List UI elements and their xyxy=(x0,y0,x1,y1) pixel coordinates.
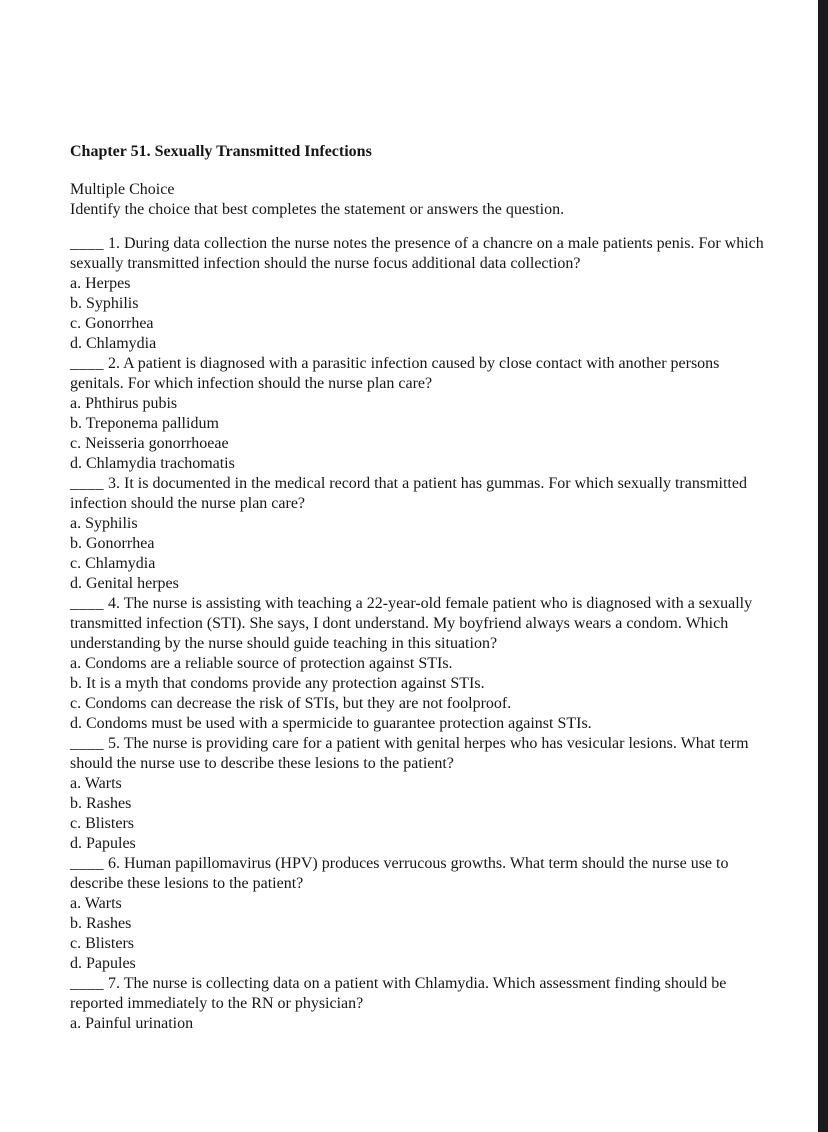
option-text: Painful urination xyxy=(85,1015,194,1032)
option-letter: d. xyxy=(70,575,82,592)
option-letter: d. xyxy=(70,455,82,472)
option-letter: b. xyxy=(70,295,82,312)
question xyxy=(70,854,771,974)
question-number: 1. xyxy=(108,235,120,252)
answer-option xyxy=(70,674,771,694)
option-letter: c. xyxy=(70,555,82,572)
option-letter: a. xyxy=(70,655,82,672)
answer-blank: ____ xyxy=(70,595,104,612)
question xyxy=(70,474,771,594)
question-text: It is documented in the medical record that a patient has gummas. For which sexually transmitted infection should the nurse plan care? xyxy=(70,475,747,512)
question-stem xyxy=(70,974,771,1014)
answer-blank: ____ xyxy=(70,355,104,372)
option-text: Phthirus pubis xyxy=(85,395,178,412)
question-number: 3. xyxy=(108,475,120,492)
option-letter: b. xyxy=(70,675,82,692)
answer-option xyxy=(70,774,771,794)
option-letter: b. xyxy=(70,415,82,432)
option-letter: d. xyxy=(70,715,82,732)
option-letter: a. xyxy=(70,1015,82,1032)
answer-option xyxy=(70,574,771,594)
answer-option xyxy=(70,814,771,834)
question-number: 5. xyxy=(108,735,120,752)
question-list xyxy=(70,234,771,1034)
question-stem xyxy=(70,854,771,894)
option-text: Genital herpes xyxy=(86,575,179,592)
question-number: 4. xyxy=(108,595,120,612)
option-letter: d. xyxy=(70,335,82,352)
question xyxy=(70,234,771,354)
option-letter: a. xyxy=(70,515,82,532)
question-number: 6. xyxy=(108,855,120,872)
question-stem xyxy=(70,594,771,654)
option-letter: b. xyxy=(70,915,82,932)
option-letter: a. xyxy=(70,395,82,412)
answer-option xyxy=(70,654,771,674)
answer-option xyxy=(70,834,771,854)
answer-blank: ____ xyxy=(70,855,104,872)
answer-blank: ____ xyxy=(70,475,104,492)
answer-option xyxy=(70,554,771,574)
answer-option xyxy=(70,794,771,814)
option-text: Papules xyxy=(86,835,136,852)
answer-option xyxy=(70,954,771,974)
option-text: Gonorrhea xyxy=(85,315,154,332)
option-letter: c. xyxy=(70,315,82,332)
option-text: Rashes xyxy=(86,795,132,812)
answer-option xyxy=(70,534,771,554)
answer-option xyxy=(70,514,771,534)
answer-option xyxy=(70,334,771,354)
question-text: During data collection the nurse notes the presence of a chancre on a male patients penis. For which sexually transmitted infection should the nurse focus additional data collection? xyxy=(70,235,764,272)
answer-blank: ____ xyxy=(70,235,104,252)
option-text: Syphilis xyxy=(86,295,139,312)
option-text: Condoms can decrease the risk of STIs, but they are not foolproof. xyxy=(85,695,512,712)
answer-option xyxy=(70,934,771,954)
question-stem xyxy=(70,234,771,274)
option-text: Neisseria gonorrhoeae xyxy=(85,435,229,452)
answer-option xyxy=(70,914,771,934)
page-title: Chapter 51. Sexually Transmitted Infections xyxy=(70,143,372,160)
section-label: Multiple Choice xyxy=(70,181,175,198)
option-text: Condoms must be used with a spermicide to guarantee protection against STIs. xyxy=(86,715,592,732)
question xyxy=(70,594,771,734)
answer-option xyxy=(70,454,771,474)
question-stem xyxy=(70,734,771,774)
option-letter: c. xyxy=(70,815,82,832)
question xyxy=(70,354,771,474)
option-text: Warts xyxy=(84,775,122,792)
question-number: 2. xyxy=(108,355,120,372)
window-edge-strip xyxy=(818,0,828,1132)
option-letter: b. xyxy=(70,535,82,552)
option-text: Syphilis xyxy=(85,515,138,532)
question-number: 7. xyxy=(108,975,120,992)
question-stem xyxy=(70,474,771,514)
option-text: Blisters xyxy=(85,935,134,952)
question-text: A patient is diagnosed with a parasitic infection caused by close contact with another persons genitals. For which infection should the nurse plan care? xyxy=(70,355,720,392)
question xyxy=(70,734,771,854)
answer-option xyxy=(70,274,771,294)
question-text: Human papillomavirus (HPV) produces verrucous growths. What term should the nurse use to describe these lesions to the patient? xyxy=(70,855,729,892)
question xyxy=(70,974,771,1034)
option-letter: c. xyxy=(70,435,82,452)
option-text: Condoms are a reliable source of protection against STIs. xyxy=(85,655,453,672)
option-letter: b. xyxy=(70,795,82,812)
option-text: Treponema pallidum xyxy=(85,415,219,432)
option-text: Chlamydia trachomatis xyxy=(86,455,235,472)
answer-option xyxy=(70,434,771,454)
answer-option xyxy=(70,414,771,434)
option-text: Gonorrhea xyxy=(86,535,155,552)
answer-option xyxy=(70,294,771,314)
option-letter: a. xyxy=(70,895,82,912)
question-text: The nurse is collecting data on a patient with Chlamydia. Which assessment finding should be reported immediately to the RN or physician? xyxy=(70,975,727,1012)
option-letter: d. xyxy=(70,835,82,852)
question-text: The nurse is assisting with teaching a 22-year-old female patient who is diagnosed with a sexually transmitted infection (STI). She says, I dont understand. My boyfriend always wears a condom. Which understanding by the nurse should guide teaching in this situation? xyxy=(70,595,753,652)
option-text: Papules xyxy=(86,955,136,972)
option-text: It is a myth that condoms provide any protection against STIs. xyxy=(86,675,485,692)
option-letter: a. xyxy=(70,275,82,292)
option-text: Chlamydia xyxy=(86,335,157,352)
option-text: Herpes xyxy=(85,275,131,292)
option-letter: d. xyxy=(70,955,82,972)
option-text: Blisters xyxy=(85,815,134,832)
option-letter: c. xyxy=(70,695,82,712)
option-letter: c. xyxy=(70,935,82,952)
answer-blank: ____ xyxy=(70,975,104,992)
answer-option xyxy=(70,1014,771,1034)
answer-option xyxy=(70,394,771,414)
question-stem xyxy=(70,354,771,394)
option-text: Rashes xyxy=(86,915,132,932)
question-text: The nurse is providing care for a patient with genital herpes who has vesicular lesions. What term should the nurse use to describe these lesions to the patient? xyxy=(70,735,749,772)
answer-option xyxy=(70,694,771,714)
option-text: Chlamydia xyxy=(85,555,156,572)
answer-blank: ____ xyxy=(70,735,104,752)
answer-option xyxy=(70,714,771,734)
answer-option xyxy=(70,894,771,914)
answer-option xyxy=(70,314,771,334)
option-letter: a. xyxy=(70,775,82,792)
option-text: Warts xyxy=(84,895,122,912)
instructions-text: Identify the choice that best completes the statement or answers the question. xyxy=(70,201,565,218)
document-page xyxy=(70,142,771,1034)
